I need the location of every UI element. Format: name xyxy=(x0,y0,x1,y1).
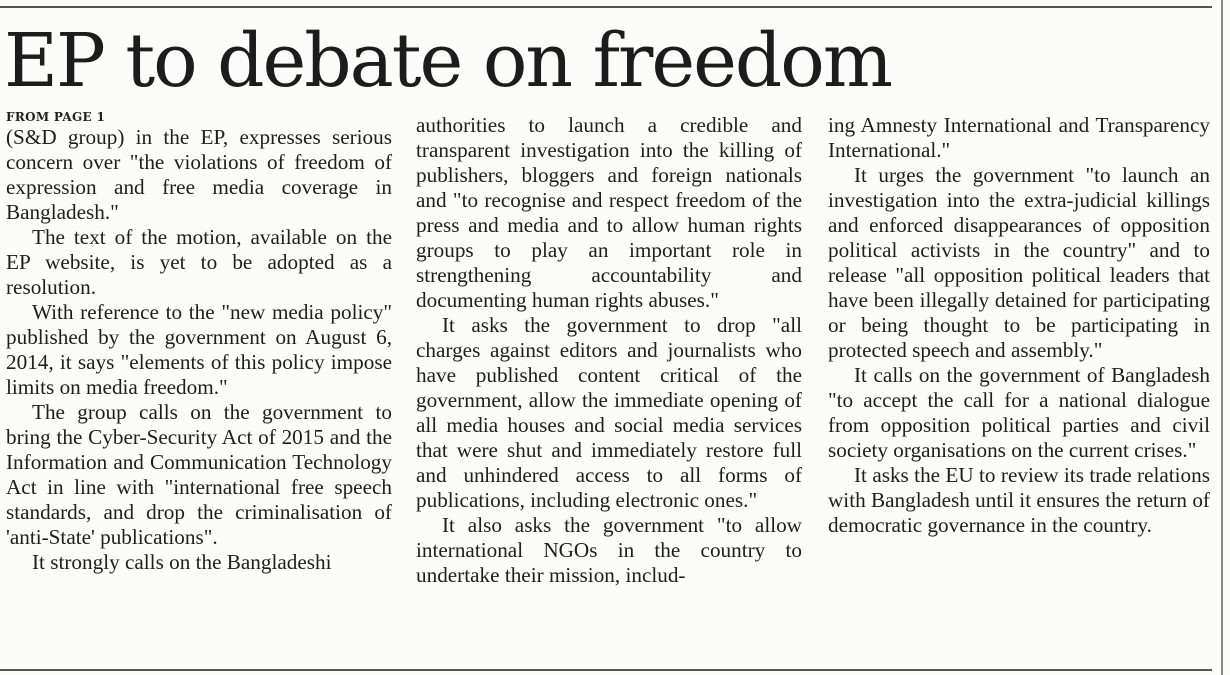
paragraph: It urges the government "to launch an investigation into the extra-judicial killings and enforced disappearances of opposition political activists in the country" and to release "all opposition political leaders that have been illegally detained for participating or being thought to be participating in protected speech and assembly." xyxy=(828,163,1210,362)
article-column-2 xyxy=(416,113,802,588)
article-column-3 xyxy=(828,113,1210,538)
paragraph: The text of the motion, available on the EP website, is yet to be adopted as a resolution. xyxy=(6,225,392,299)
paragraph: It also asks the government "to allow international NGOs in the country to undertake their mission, includ- xyxy=(416,513,802,587)
paragraph: ing Amnesty International and Transparency International." xyxy=(828,113,1210,162)
paragraph: The group calls on the government to bring the Cyber-Security Act of 2015 and the Information and Communication Technology Act in line with "international free speech standards, and drop the criminalisation of 'anti-State' publications". xyxy=(6,400,392,549)
article-column-1 xyxy=(6,125,392,575)
paragraph: It asks the EU to review its trade relations with Bangladesh until it ensures the return of democratic governance in the country. xyxy=(828,463,1210,537)
paragraph: It calls on the government of Bangladesh "to accept the call for a national dialogue from opposition political parties and civil society organisations on the current crises." xyxy=(828,363,1210,462)
paragraph: It strongly calls on the Bangladeshi xyxy=(32,550,332,574)
paragraph: With reference to the "new media policy" published by the government on August 6, 2014, it says "elements of this policy impose limits on media freedom." xyxy=(6,300,392,399)
kicker-from-page: FROM PAGE 1 xyxy=(6,110,106,124)
paragraph: (S&D group) in the EP, expresses serious concern over "the violations of freedom of expression and free media coverage in Bangladesh." xyxy=(6,125,392,224)
bottom-rule xyxy=(0,669,1212,671)
top-rule xyxy=(0,6,1212,8)
paragraph: authorities to launch a credible and transparent investigation into the killing of publishers, bloggers and foreign nationals and "to recognise and respect freedom of the press and media and to allow human rights groups to play an important role in strengthening accountability and documenting human rights abuses." xyxy=(416,113,802,312)
paragraph: It asks the government to drop "all charges against editors and journalists who have published content critical of the government, allow the immediate opening of all media houses and social media services that were shut and immediately restore full and unhindered access to all forms of publications, including electronic ones." xyxy=(416,313,802,512)
headline: EP to debate on freedom xyxy=(4,18,892,104)
right-rule xyxy=(1221,0,1223,675)
